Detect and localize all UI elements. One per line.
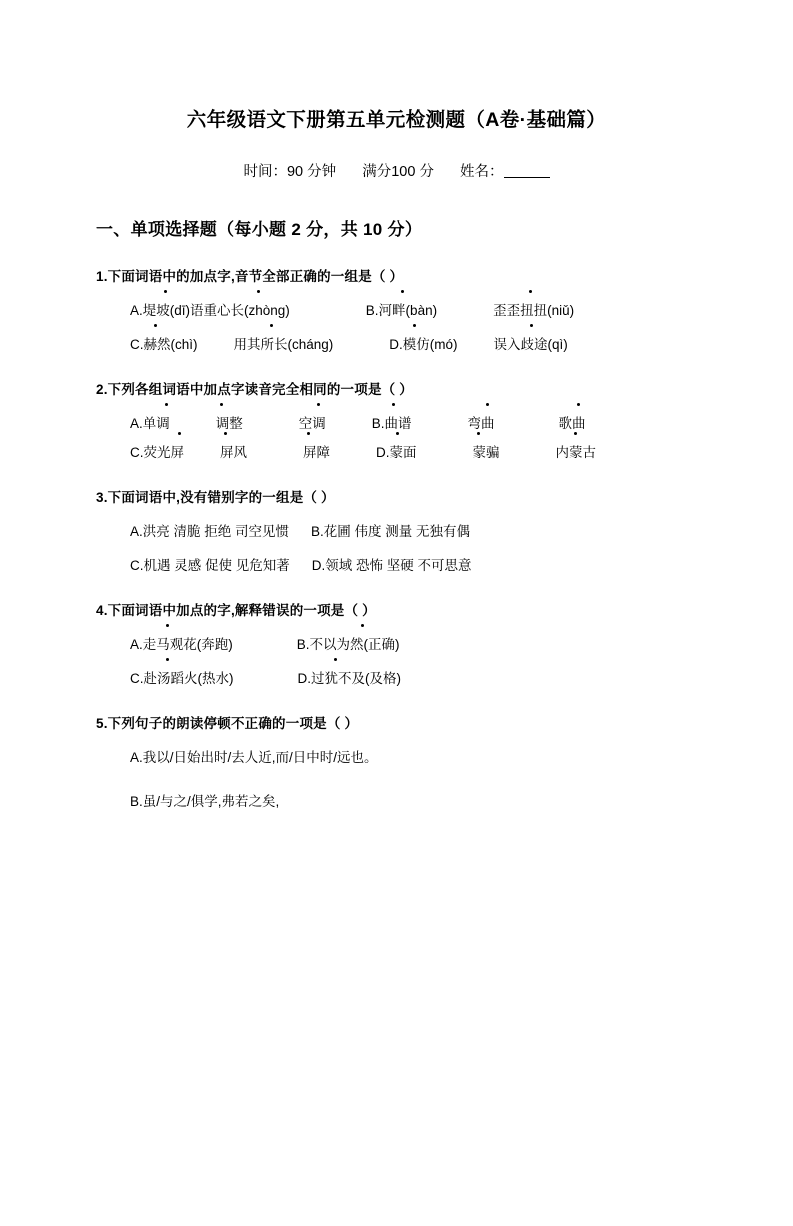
exam-score: 满分100 分 <box>362 164 434 180</box>
q4-opt-b: B.不以为然(正确) <box>296 637 400 652</box>
q2-opt-d-3: 内蒙古 <box>555 445 596 460</box>
q2-opt-a-3: 空调 <box>298 416 326 431</box>
q4-opt-a: A.走马观花(奔跑) <box>130 637 233 652</box>
q5-opt-b: B.虽/与之/俱学,弗若之矣, <box>130 794 280 809</box>
section-title-1: 一、单项选择题（每小题 2 分，共 10 分） <box>96 220 423 239</box>
q3-opt-d: D.领域 恐怖 坚硬 不可思意 <box>311 558 472 573</box>
q1-opt-d: D.模仿(mó) <box>389 337 458 352</box>
q2-opt-a: A.单调 <box>130 416 170 431</box>
q2-opt-c: C.荧光屏 <box>130 445 184 460</box>
question-2-row-2 <box>96 441 697 461</box>
question-5-row-1 <box>96 746 697 766</box>
name-blank <box>504 164 550 178</box>
question-5 <box>96 712 697 810</box>
q2-opt-d: D.蒙面 <box>376 445 417 460</box>
question-2 <box>96 378 697 461</box>
q1-opt-c: C.赫然(chì) <box>130 337 198 352</box>
q3-opt-c: C.机遇 灵感 促使 见危知著 <box>130 558 290 573</box>
q3-opt-b: B.花圃 伟度 测量 无独有偶 <box>311 524 471 539</box>
q3-opt-a: A.洪亮 清脆 拒绝 司空见惯 <box>130 524 290 539</box>
question-1-row-1 <box>96 299 697 319</box>
q4-opt-d: D.过犹不及(及格) <box>297 671 401 686</box>
question-4-stem: 4.下面词语中加点的字,解释错误的一项是（ ） <box>96 603 376 618</box>
exam-meta <box>96 160 697 181</box>
question-1-stem: 1.下面词语中的加点字,音节全部正确的一组是（ ） <box>96 269 404 284</box>
q1-opt-a: A.堤坡(dī)语重心长(zhòng) <box>130 303 290 318</box>
page-title: 六年级语文下册第五单元检测题（A卷·基础篇） <box>186 109 607 131</box>
q2-opt-a-2: 调整 <box>215 416 243 431</box>
q2-opt-d-2: 蒙骗 <box>472 445 500 460</box>
question-2-stem: 2.下列各组词语中加点字读音完全相同的一项是（ ） <box>96 382 414 397</box>
q4-opt-c: C.赴汤蹈火(热水) <box>130 671 234 686</box>
q2-opt-c-2: 屏风 <box>220 445 247 460</box>
q2-opt-b-3: 歌曲 <box>558 416 586 431</box>
q1-opt-d-extra: 误入歧途(qì) <box>493 337 568 352</box>
question-1 <box>96 265 697 353</box>
question-3-row-2 <box>96 554 697 574</box>
question-1-row-2 <box>96 333 697 353</box>
question-5-row-2 <box>96 790 697 810</box>
question-4 <box>96 599 697 687</box>
document-page <box>0 104 793 1226</box>
q2-opt-b: B.曲谱 <box>371 416 412 431</box>
exam-name-label: 姓名： <box>460 164 504 180</box>
question-3-stem: 3.下面词语中,没有错别字的一组是（ ） <box>96 490 335 505</box>
q1-opt-b: B.河畔(bàn) <box>365 303 438 318</box>
question-4-row-1 <box>96 633 697 653</box>
question-5-stem: 5.下列句子的朗读停顿不正确的一项是（ ） <box>96 716 359 731</box>
q1-opt-c-extra: 用其所长(cháng) <box>233 337 334 352</box>
question-3-row-1 <box>96 520 697 540</box>
question-3 <box>96 486 697 574</box>
question-2-row-1 <box>96 412 697 432</box>
q2-opt-b-2: 弯曲 <box>467 416 495 431</box>
q1-opt-b-extra: 歪歪扭扭(niǔ) <box>493 303 575 318</box>
question-4-row-2 <box>96 667 697 687</box>
q5-opt-a: A.我以/日始出时/去人近,而/日中时/远也。 <box>130 750 378 765</box>
q2-opt-c-3: 屏障 <box>303 445 330 460</box>
exam-time: 时间：90 分钟 <box>243 164 337 180</box>
